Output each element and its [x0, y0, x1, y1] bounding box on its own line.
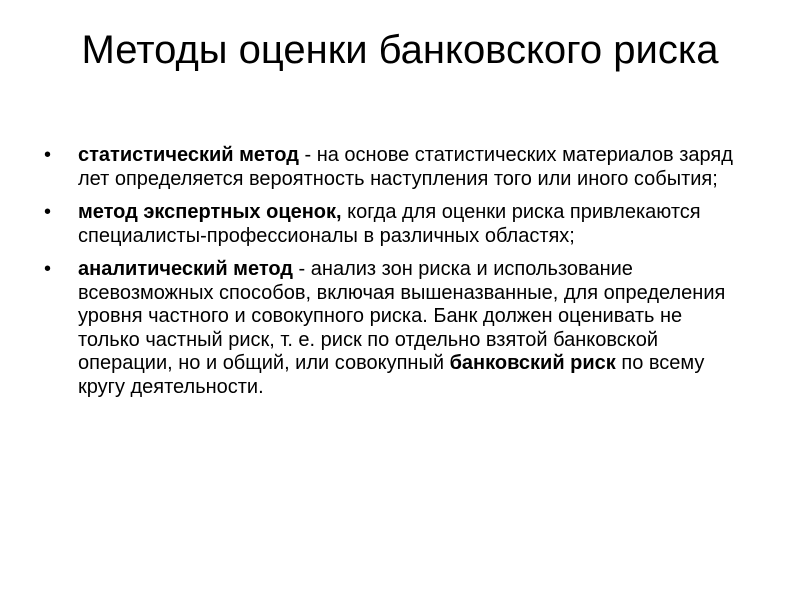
bullet-list — [44, 144, 744, 409]
description-analytical-method: - анализ зон риска и использование всевозможных способов, включая вышеназванные, для определения уровня частного и совокупного риска. Банк должен оценивать не только частный риск, т. е. риск по отдельно взятой банковской операции, но и общий, или совокупный — [78, 258, 726, 374]
description-statistical-method: - на основе статистических материалов заряд лет определяется вероятность наступления того или иного события; — [78, 144, 733, 190]
bullet-icon: • — [44, 258, 52, 280]
term-analytical-method: аналитический метод — [78, 258, 293, 280]
description-expert-method: когда для оценки риска привлекаются специалисты-профессионалы в различных областях; — [78, 201, 701, 247]
slide-title: Методы оценки банковского риска — [81, 28, 719, 72]
term-banking-risk: банковский риск — [449, 352, 616, 374]
term-statistical-method: статистический метод — [78, 144, 299, 166]
list-item-statistical-method — [44, 144, 744, 191]
bullet-icon: • — [44, 201, 52, 223]
list-item-expert-method — [44, 201, 744, 248]
description-analytical-method-end: по всему кругу деятельности. — [78, 352, 705, 398]
term-expert-method: метод экспертных оценок, — [78, 201, 342, 223]
list-item-analytical-method — [44, 258, 744, 399]
bullet-icon: • — [44, 144, 52, 166]
